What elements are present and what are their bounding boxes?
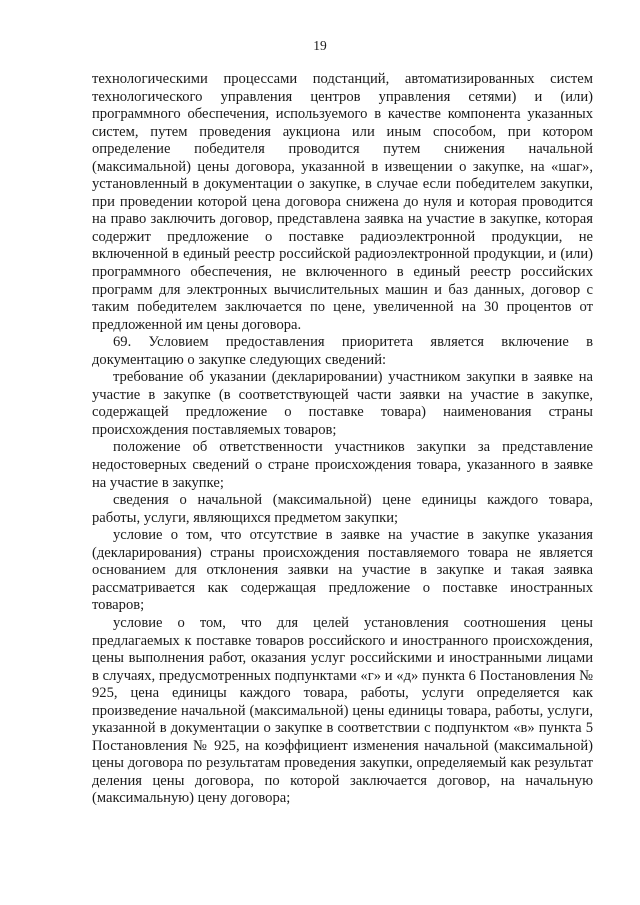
paragraph-responsibility-provision: положение об ответственности участников закупки за представление недостоверных сведений о стране происхождения товара, указанного в заявке на участие в закупке;	[92, 439, 593, 491]
paragraph-country-declaration-requirement: требование об указании (декларировании) участником закупки в заявке на участие в закупке (в соответствующей части заявки на участие в закупке, содержащей предложение о поставке товара) наименования страны происхождения поставляемых товаров;	[92, 369, 593, 438]
paragraph-missing-declaration-condition: условие о том, что отсутствие в заявке на участие в закупке указания (декларирования) страны происхождения поставляемого товара не является основанием для отклонения заявки на участие в закупке и такая заявка рассматривается как содержащая предложение о поставке иностранных товаров;	[92, 527, 593, 614]
paragraph-continuation: технологическими процессами подстанций, автоматизированных систем технологического управления центров управления сетями) и (или) программного обеспечения, используемого в качестве компонента указанных систем, путем проведения аукциона или иным способом, при котором определение победителя проводится путем снижения начальной (максимальной) цены договора, указанной в извещении о закупке, на «шаг», установленный в документации о закупке, в случае если победителем закупки, при проведении которой цена договора снижена до нуля и которая проводится на право заключить договор, представлена заявка на участие в закупке, которая содержит предложение о поставке радиоэлектронной продукции, не включенной в единый реестр российской радиоэлектронной продукции, и (или) программного обеспечения, не включенного в единый реестр российских программ для электронных вычислительных машин и баз данных, договор с таким победителем заключается по цене, увеличенной на 30 процентов от предложенной им цены договора.	[92, 71, 593, 333]
paragraph-unit-price-info: сведения о начальной (максимальной) цене единицы каждого товара, работы, услуги, являющихся предметом закупки;	[92, 492, 593, 526]
page-number: 19	[313, 38, 327, 53]
paragraph-clause-69: 69. Условием предоставления приоритета является включение в документацию о закупке следующих сведений:	[92, 334, 593, 368]
paragraph-price-ratio-condition: условие о том, что для целей установления соотношения цены предлагаемых к поставке товаров российского и иностранного происхождения, цены выполнения работ, оказания услуг российскими и иностранными лицами в случаях, предусмотренных подпунктами «г» и «д» пункта 6 Постановления № 925, цена единицы каждого товара, работы, услуги определяется как произведение начальной (максимальной) цены единицы товара, работы, услуги, указанной в документации о закупке в соответствии с подпунктом «в» пункта 5 Постановления № 925, на коэффициент изменения начальной (максимальной) цены договора по результатам проведения закупки, определяемый как результат деления цены договора, по которой заключается договор, на начальную (максимальную) цену договора;	[92, 614, 593, 807]
document-body	[92, 71, 593, 808]
